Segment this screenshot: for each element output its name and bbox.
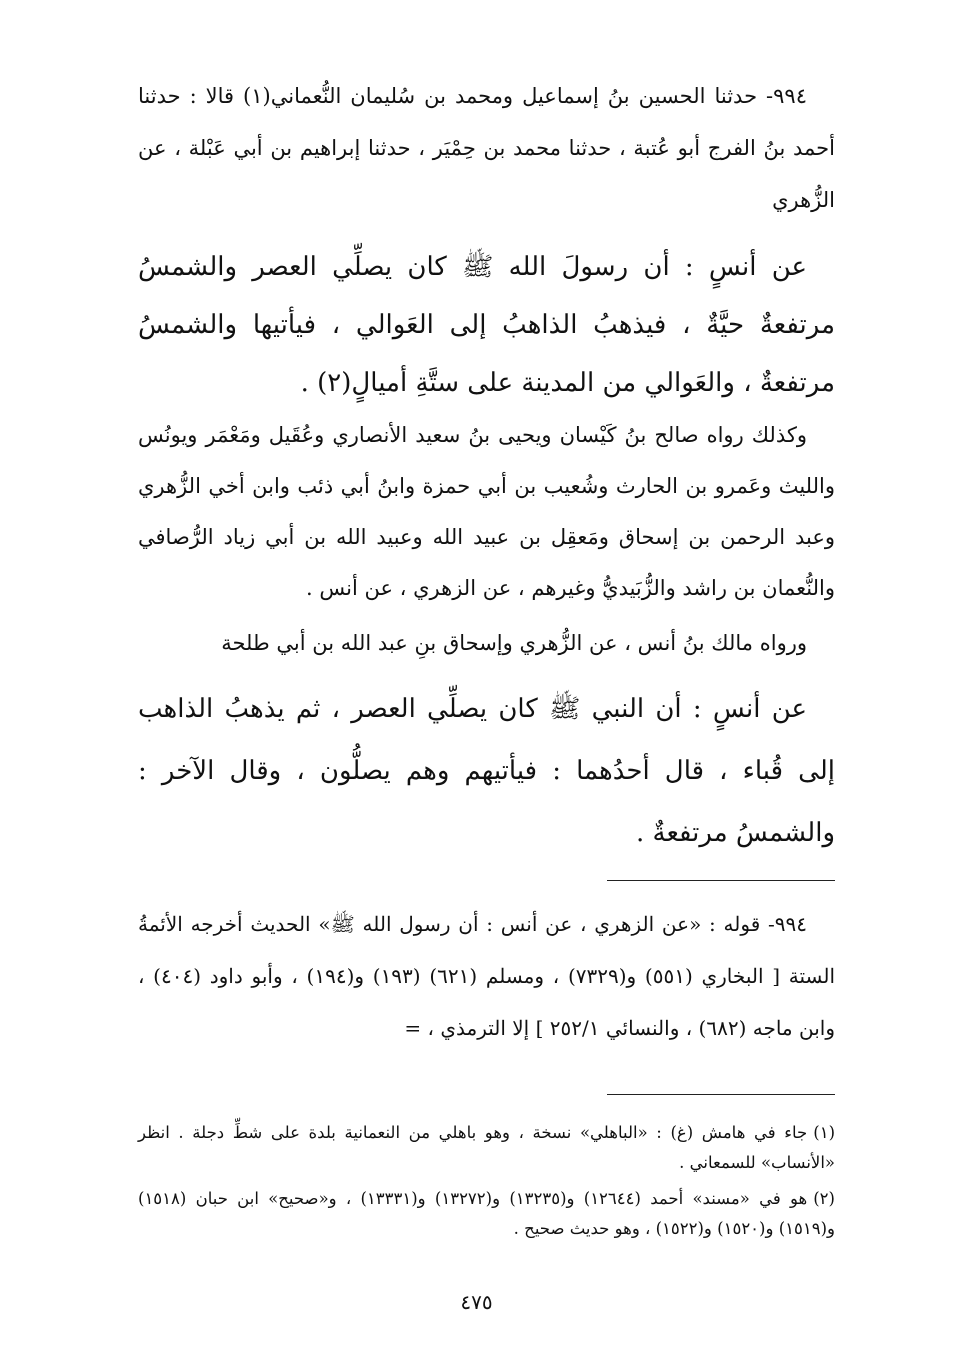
malik-narration-text: ورواه مالك بنُ أنس ، عن الزُّهري وإسحاق بنِ عبد الله بن أبي طلحة <box>221 631 807 655</box>
hadith-matn <box>138 238 835 412</box>
commentary <box>138 898 835 1054</box>
footnote-number: (٢) <box>813 1189 835 1208</box>
hadith-isnad-text: ٩٩٤- حدثنا الحسين بنُ إسماعيل ومحمد بن سُليمان النُّعماني(١) قالا : حدثنا أحمد بنُ الفرج أبو عُتبة ، حدثنا محمد بن حِمْيَر ، حدثنا إبراهيم بن أبي عَبْلة ، عن الزُّهري <box>138 84 835 212</box>
footnote-text: جاء في هامش (غ) : «الباهلي» نسخة ، وهو باهلي من النعمانية بلدة على شطِّ دجلة . انظر «الأنساب» للسمعاني . <box>138 1123 835 1172</box>
narration-chains <box>138 410 835 614</box>
page-number: ٤٧٥ <box>460 1290 493 1314</box>
book-page <box>138 0 835 1372</box>
second-matn <box>138 678 835 864</box>
hadith-matn-text: عن أنسٍ : أن رسولَ الله ﷺ كان يصلِّي العصر والشمسُ مرتفعةٌ حيَّةٌ ، فيذهبُ الذاهبُ إلى العَوالي ، فيأتيها والشمسُ مرتفعةٌ ، والعَوالي من المدينة على ستَّةِ أميالٍ(٢) . <box>138 252 835 398</box>
commentary-divider <box>607 880 835 881</box>
malik-narration <box>138 618 835 668</box>
footnote-2 <box>138 1184 835 1244</box>
hadith-isnad <box>138 70 835 226</box>
footnotes <box>138 1118 835 1250</box>
commentary-text: ٩٩٤- قوله : «عن الزهري ، عن أنس : أن رسول الله ﷺ» الحديث أخرجه الأئمةُ الستة [ البخاري (٥٥١) و(٧٣٢٩) ، ومسلم (٦٢١) (١٩٣) و(١٩٤) ، وأبو داود (٤٠٤) ، وابن ماجه (٦٨٢) ، والنسائي ٢٥٢/١ ] إلا الترمذي ، = <box>138 912 836 1040</box>
footnote-1 <box>138 1118 835 1178</box>
footnote-number: (١) <box>813 1123 835 1142</box>
footnotes-divider <box>607 1094 835 1095</box>
second-matn-text: عن أنسٍ : أن النبي ﷺ كان يصلِّي العصر ، ثم يذهبُ الذاهب إلى قُباء ، قال أحدُهما : فيأتيهم وهم يصلُّون ، وقال الآخر : والشمسُ مرتفعةٌ . <box>138 694 835 848</box>
narration-chains-text: وكذلك رواه صالح بنُ كَيْسان ويحيى بنُ سعيد الأنصاري وعُقَيل ومَعْمَر ويونُس والليث وعَمرو بن الحارث وشُعيب بن أبي حمزة وابنُ أبي ذئب وابن أخي الزُّهري وعبد الرحمن بن إسحاق ومَعقِل بن عبيد الله وعبيد الله بن أبي زياد الرُّصافي والنُّعمان بن راشد والزُّبَيديُّ وغيرهم ، عن الزهري ، عن أنس . <box>138 423 835 600</box>
footnote-text: هو في «مسند» أحمد (١٢٦٤٤) و(١٣٢٣٥) و(١٣٢٧٢) و(١٣٣٣١) ، و«صحيح» ابن حبان (١٥١٨) و(١٥١٩) و(١٥٢٠) و(١٥٢٢) ، وهو حديث صحيح . <box>138 1189 835 1238</box>
